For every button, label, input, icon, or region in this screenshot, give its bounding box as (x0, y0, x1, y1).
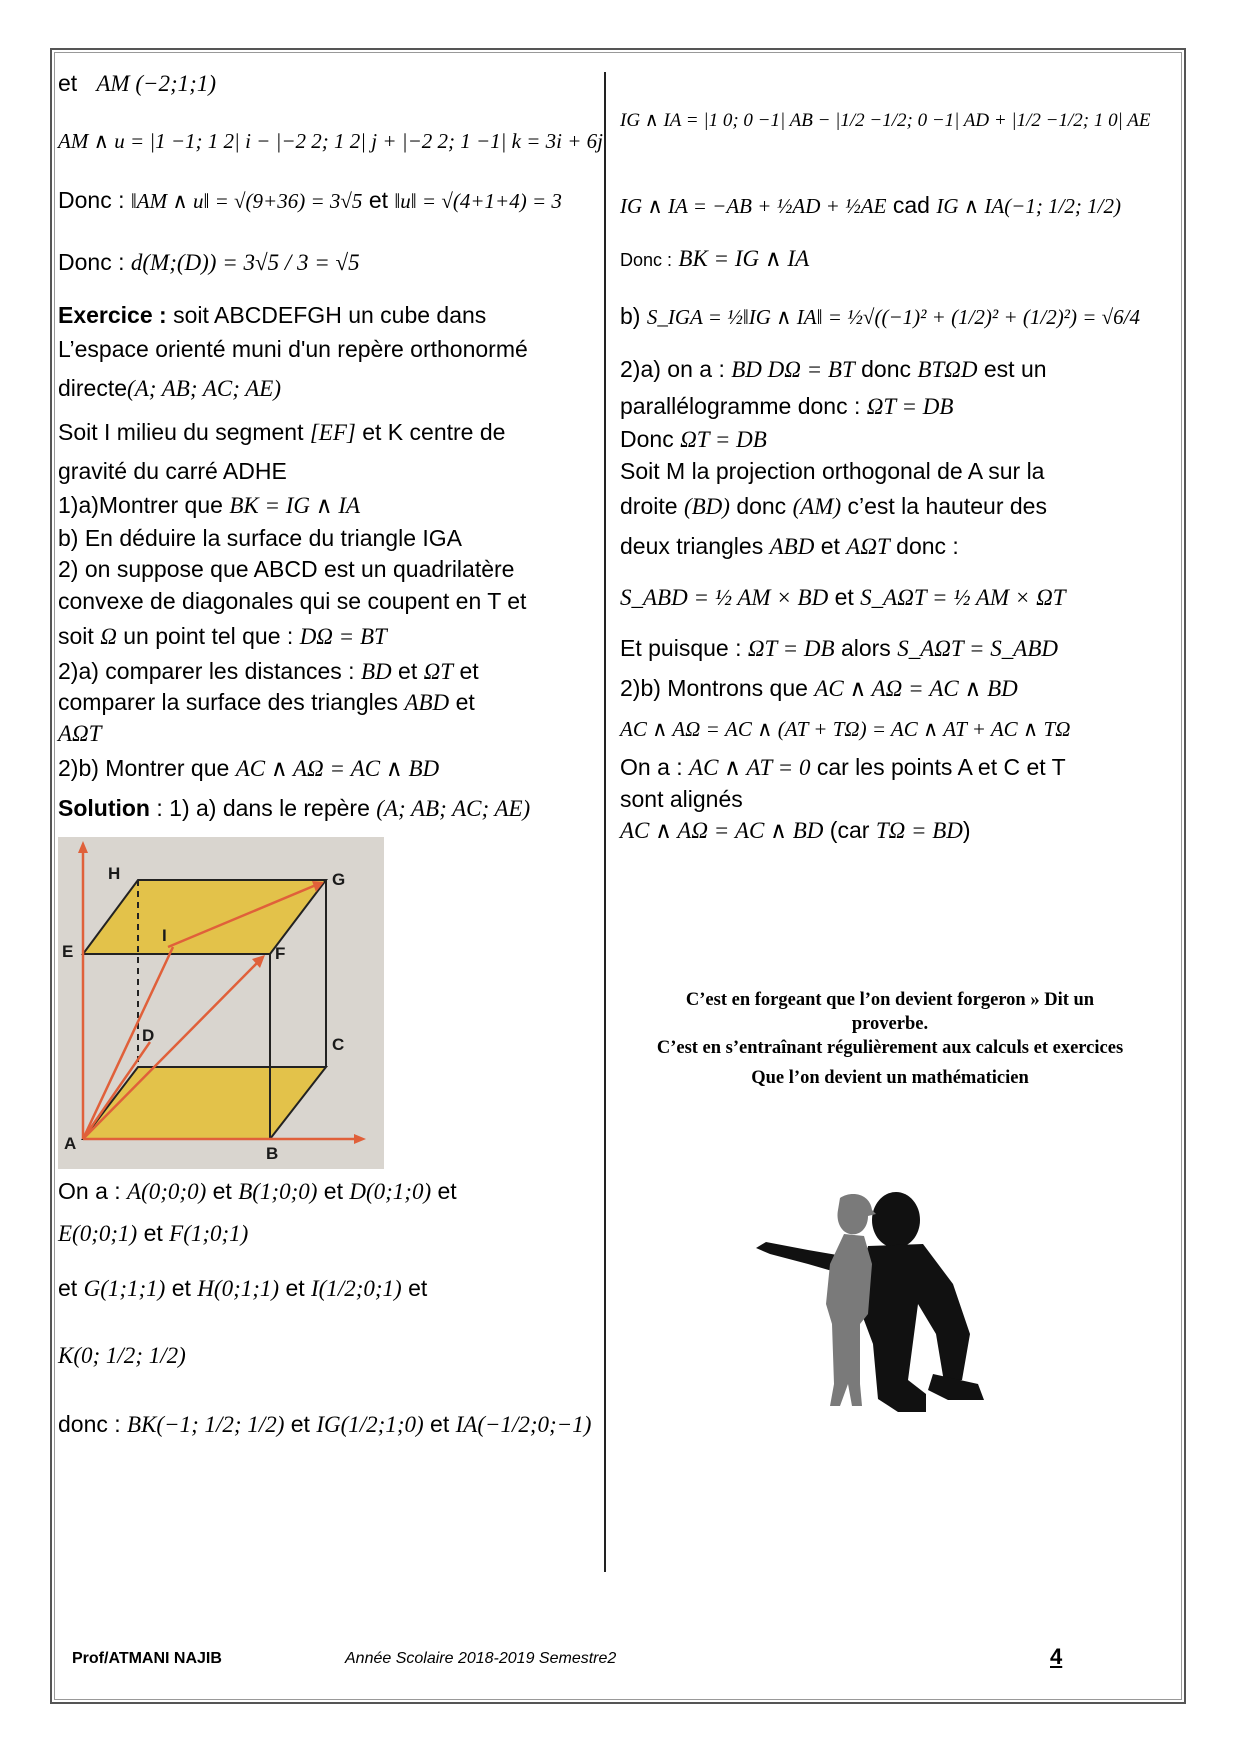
math: AM (−2;1;1) (96, 71, 216, 96)
math: B(1;0;0) (238, 1179, 318, 1204)
math: S_AΩT = ½ AM × ΩT (860, 585, 1066, 610)
math: BD DΩ = BT (731, 357, 855, 382)
math: ‖AM ∧ u‖ = √(9+36) = 3√5 (130, 189, 363, 213)
math: (A; AB; AC; AE) (127, 376, 281, 401)
math: (BD) (683, 494, 730, 519)
page-number: 4 (1050, 1644, 1063, 1669)
child-silhouette (826, 1194, 876, 1406)
cube-figure (58, 837, 384, 1169)
math: IG ∧ IA = |1 0; 0 −1| AB − |1/2 −1/2; 0 −1| AD + |1/2 −1/2; 1 0| AE (620, 110, 1151, 131)
math: AC ∧ AΩ = AC ∧ (AT + TΩ) = AC ∧ AT + AC ∧ TΩ (620, 717, 1071, 741)
adult-silhouette (756, 1192, 984, 1412)
r-2a-areas: S_ABD = ½ AM × BD et S_AΩT = ½ AM × ΩT (620, 584, 1066, 610)
math: BTΩD (917, 357, 978, 382)
math: Ω (100, 624, 117, 649)
math: ΩT = DB (680, 427, 767, 452)
r-area-iga: b) S_IGA = ½‖IG ∧ IA‖ = ½√((−1)² + (1/2)² + (1/2)²) = √6/4 (620, 303, 1141, 329)
r-2a-line2: parallélogramme donc : ΩT = DB (620, 393, 954, 419)
r-donc-bk: Donc : BK = IG ∧ IA (620, 246, 810, 271)
line-cross-product (58, 106, 604, 174)
math: S_AΩT = S_ABD (897, 636, 1058, 661)
math: BK(−1; 1/2; 1/2) (127, 1412, 285, 1437)
label-b: B (266, 1144, 279, 1163)
footer-author: Prof/ATMANI NAJIB (72, 1650, 222, 1667)
math: AM ∧ u = |1 −1; 1 2| i − |−2 2; 1 2| j + |−2 2; 1 −1| k = 3i + 6j (58, 129, 604, 153)
r-2a-conclusion: Et puisque : ΩT = DB alors S_AΩT = S_ABD (620, 635, 1058, 661)
exercise-line-3: directe(A; AB; AC; AE) (58, 375, 281, 401)
quote-line: C’est en s’entraînant régulièrement aux calculs et exercices (656, 1038, 1124, 1058)
math: BK = IG ∧ IA (678, 246, 810, 271)
label-g: G (332, 870, 346, 889)
label-i: I (162, 926, 167, 945)
label-e: E (62, 942, 74, 961)
math: K(0; 1/2; 1/2) (58, 1343, 186, 1368)
r-2a-line4: Soit M la projection orthogonal de A sur la (620, 458, 1045, 484)
math: ΩT (423, 659, 454, 684)
math: AC ∧ AΩ = AC ∧ BD (814, 676, 1018, 701)
math: [EF] (309, 420, 356, 445)
math: TΩ = BD (875, 818, 963, 843)
label-d: D (142, 1026, 155, 1045)
line-am-vector: et AM (−2;1;1) (58, 70, 216, 96)
coords-line5: donc : BK(−1; 1/2; 1/2) et IG(1/2;1;0) et IA(−1/2;0;−1) (58, 1411, 592, 1437)
question-1b: b) En déduire la surface du triangle IGA (58, 525, 463, 551)
math: AC ∧ AΩ = AC ∧ BD (235, 756, 440, 781)
coords-line1: On a : A(0;0;0) et B(1;0;0) et D(0;1;0) et (58, 1178, 457, 1204)
math: ΩT = DB (866, 394, 954, 419)
r-cross-result: IG ∧ IA = −AB + ½AD + ½AE cad IG ∧ IA(−1; 1/2; 1/2) (620, 192, 1122, 218)
coords-line4 (58, 1320, 590, 1391)
r-2b-heading: 2)b) Montrons que AC ∧ AΩ = AC ∧ BD (620, 675, 1018, 701)
question-2a-line3 (58, 718, 590, 749)
coords-line2: E(0;0;1) et F(1;0;1) (58, 1220, 249, 1246)
math: BK = IG ∧ IA (229, 493, 361, 518)
question-2a-line1: 2)a) comparer les distances : BD et ΩT et (58, 658, 479, 684)
math: AC ∧ AΩ = AC ∧ BD (620, 818, 824, 843)
proverb-quote (620, 988, 1160, 1090)
exercise-line-4: Soit I milieu du segment [EF] et K centre de (58, 419, 506, 445)
label-h: H (108, 864, 121, 883)
label-a: A (64, 1134, 77, 1153)
math: ‖u‖ = √(4+1+4) = 3 (394, 189, 562, 213)
quote-line: C’est en forgeant que l’on devient forgeron » Dit un (685, 990, 1095, 1010)
solution-heading: Solution : 1) a) dans le repère (A; AB; AC; AE) (58, 795, 531, 821)
column-divider (604, 72, 606, 1572)
question-2-line3: soit Ω un point tel que : DΩ = BT (58, 623, 387, 649)
exercise-heading: Exercice : soit ABCDEFGH un cube dans (58, 302, 487, 328)
label-f: F (275, 944, 286, 963)
math: IG ∧ IA(−1; 1/2; 1/2) (936, 194, 1122, 218)
math: DΩ = BT (299, 624, 387, 649)
r-2a-line3: Donc ΩT = DB (620, 426, 767, 452)
math: ABD (769, 534, 815, 559)
math: BD (360, 659, 392, 684)
right-column (620, 66, 1180, 849)
math: E(0;0;1) (58, 1221, 138, 1246)
math: ABD (404, 690, 450, 715)
math: IG ∧ IA = −AB + ½AD + ½AE (620, 194, 887, 218)
math: A(0;0;0) (127, 1179, 207, 1204)
math: IA(−1/2;0;−1) (455, 1412, 592, 1437)
question-2-line1: 2) on suppose que ABCD est un quadrilatère (58, 556, 515, 582)
math: AC ∧ AT = 0 (689, 755, 811, 780)
math: d(M;(D)) = 3√5 / 3 = √5 (130, 250, 360, 275)
question-2b: 2)b) Montrer que AC ∧ AΩ = AC ∧ BD (58, 755, 440, 781)
exercise-line-5: gravité du carré ADHE (58, 458, 287, 484)
line-norms: Donc : ‖AM ∧ u‖ = √(9+36) = 3√5 et ‖u‖ = √(4+1+4) = 3 (58, 187, 562, 213)
coords-line3: et G(1;1;1) et H(0;1;1) et I(1/2;0;1) et (58, 1275, 428, 1301)
teacher-child-silhouette (748, 1184, 998, 1434)
left-column (58, 66, 604, 1458)
math: (AM) (792, 494, 842, 519)
r-2b-line3: On a : AC ∧ AT = 0 car les points A et C et T (620, 754, 1066, 780)
math: S_ABD = ½ AM × BD (620, 585, 829, 610)
math: ΩT = DB (747, 636, 835, 661)
math: (A; AB; AC; AE) (376, 796, 531, 821)
math: I(1/2;0;1) (311, 1276, 402, 1301)
math: AΩT (846, 534, 890, 559)
math: IG(1/2;1;0) (316, 1412, 424, 1437)
r-2a-line6: deux triangles ABD et AΩT donc : (620, 533, 959, 559)
exercise-line-2: L’espace orienté muni d'un repère orthonormé (58, 336, 528, 362)
math: H(0;1;1) (197, 1276, 280, 1301)
question-2-line2: convexe de diagonales qui se coupent en T et (58, 588, 527, 614)
math: G(1;1;1) (83, 1276, 166, 1301)
math: S_IGA = ½‖IG ∧ IA‖ = ½√((−1)² + (1/2)² + (1/2)²) = √6/4 (646, 305, 1141, 329)
label-c: C (332, 1035, 345, 1054)
math: D(0;1;0) (349, 1179, 432, 1204)
math: AΩT (58, 721, 102, 746)
footer-school-year: Année Scolaire 2018-2019 Semestre2 (345, 1650, 617, 1667)
r-2a-line5: droite (BD) donc (AM) c’est la hauteur des (620, 493, 1047, 519)
question-2a-line2: comparer la surface des triangles ABD et (58, 689, 475, 715)
r-2b-line4: sont alignés (620, 786, 743, 812)
line-distance: Donc : d(M;(D)) = 3√5 / 3 = √5 (58, 249, 360, 275)
r-2b-line5: AC ∧ AΩ = AC ∧ BD (car TΩ = BD) (620, 817, 971, 843)
r-2b-expansion (620, 708, 1180, 749)
r-cross-determinants (620, 66, 1180, 176)
quote-line: proverbe. (851, 1014, 929, 1034)
r-2a-line1: 2)a) on a : BD DΩ = BT donc BTΩD est un (620, 356, 1047, 382)
quote-line: Que l’on devient un mathématicien (751, 1068, 1029, 1088)
math: F(1;0;1) (169, 1221, 249, 1246)
question-1a: 1)a)Montrer que BK = IG ∧ IA (58, 492, 361, 518)
